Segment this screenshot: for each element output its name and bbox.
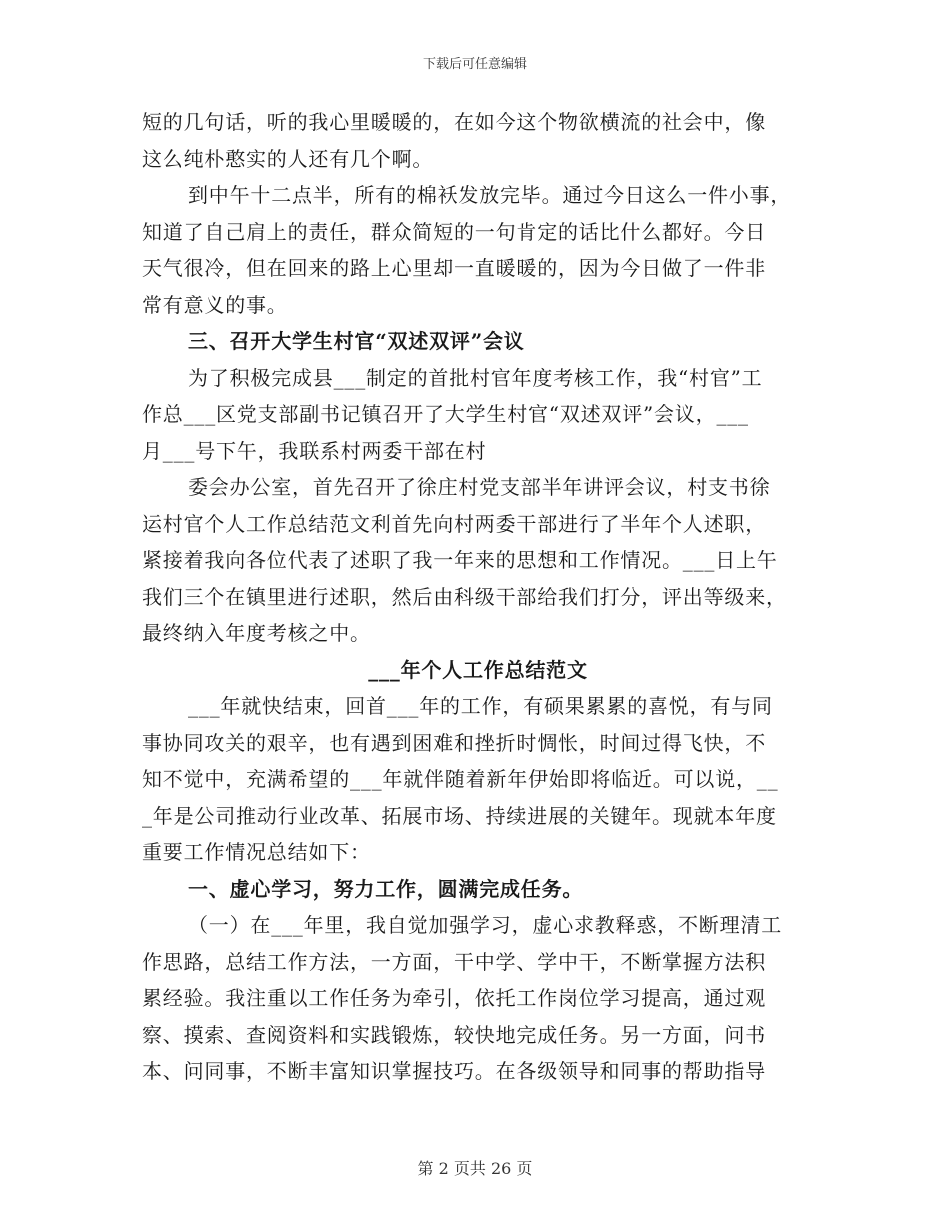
text-line: 短的几句话，听的我心里暖暖的，在如今这个物欲横流的社会中，像	[142, 110, 766, 134]
text-line: 本、问同事，不断丰富知识掌握技巧。在各级领导和同事的帮助指导	[142, 1059, 766, 1083]
text-line: 紧接着我向各位代表了述职了我一年来的思想和工作情况。___日上午	[142, 548, 778, 572]
text-line: 知道了自己肩上的责任，群众简短的一句肯定的话比什么都好。今日	[142, 219, 766, 244]
paragraph-start: 到中午十二点半，所有的棉袄发放完毕。通过今日这么一件小事，	[188, 183, 792, 207]
text-line: 重要工作情况总结如下：	[142, 840, 371, 864]
page-number: 第 2 页共 26 页	[417, 1159, 533, 1178]
document-body	[142, 104, 814, 1090]
text-line: 常有意义的事。	[142, 292, 288, 317]
text-line: 知不觉中，充满希望的___年就伴随着新年伊始即将临近。可以说，__	[142, 767, 779, 791]
section-heading: 三、召开大学生村官“双述双评”会议	[188, 329, 525, 353]
text-line: 事协同攻关的艰辛，也有遇到困难和挫折时惆怅，时间过得飞快，不	[142, 730, 766, 755]
paragraph-start: 为了积极完成县___制定的首批村官年度考核工作，我“村官”工	[188, 365, 763, 390]
text-line: _年是公司推动行业改革、拓展市场、持续进展的关键年。现就本年度	[142, 803, 777, 828]
paragraph-start: 委会办公室，首先召开了徐庄村党支部半年讲评会议，村支书徐	[188, 475, 771, 499]
text-line: 察、摸索、查阅资料和实践锻炼，较快地完成任务。另一方面，问书	[142, 1022, 766, 1047]
page-header: 下载后可任意编辑	[422, 57, 527, 72]
text-line: 我们三个在镇里进行述职，然后由科级干部给我们打分，评出等级来，	[142, 584, 787, 609]
text-line: 累经验。我注重以工作任务为牵引，依托工作岗位学习提高，通过观	[142, 986, 766, 1010]
text-line: 作总___区党支部副书记镇召开了大学生村官“双述双评”会议，___	[142, 402, 749, 426]
section-heading: 一、虚心学习，努力工作，圆满完成任务。	[188, 876, 584, 901]
text-line: 作思路，总结工作方法，一方面，干中学、学中干，不断掌握方法积	[142, 949, 766, 974]
paragraph-start: （一）在___年里，我自觉加强学习，虚心求教释惑，不断理清工	[188, 913, 782, 937]
document-title: ___年个人工作总结范文	[368, 657, 588, 682]
text-line: 天气很冷，但在回来的路上心里却一直暖暖的，因为今日做了一件非	[142, 256, 766, 280]
text-line: 运村官个人工作总结范文利首先向村两委干部进行了半年个人述职，	[142, 511, 766, 536]
text-line: 这么纯朴憨实的人还有几个啊。	[142, 146, 434, 171]
text-line: 月___号下午，我联系村两委干部在村	[142, 438, 487, 463]
text-line: 最终纳入年度考核之中。	[142, 621, 371, 645]
paragraph-start: ___年就快结束，回首___年的工作，有硕果累累的喜悦，有与同	[188, 694, 773, 718]
